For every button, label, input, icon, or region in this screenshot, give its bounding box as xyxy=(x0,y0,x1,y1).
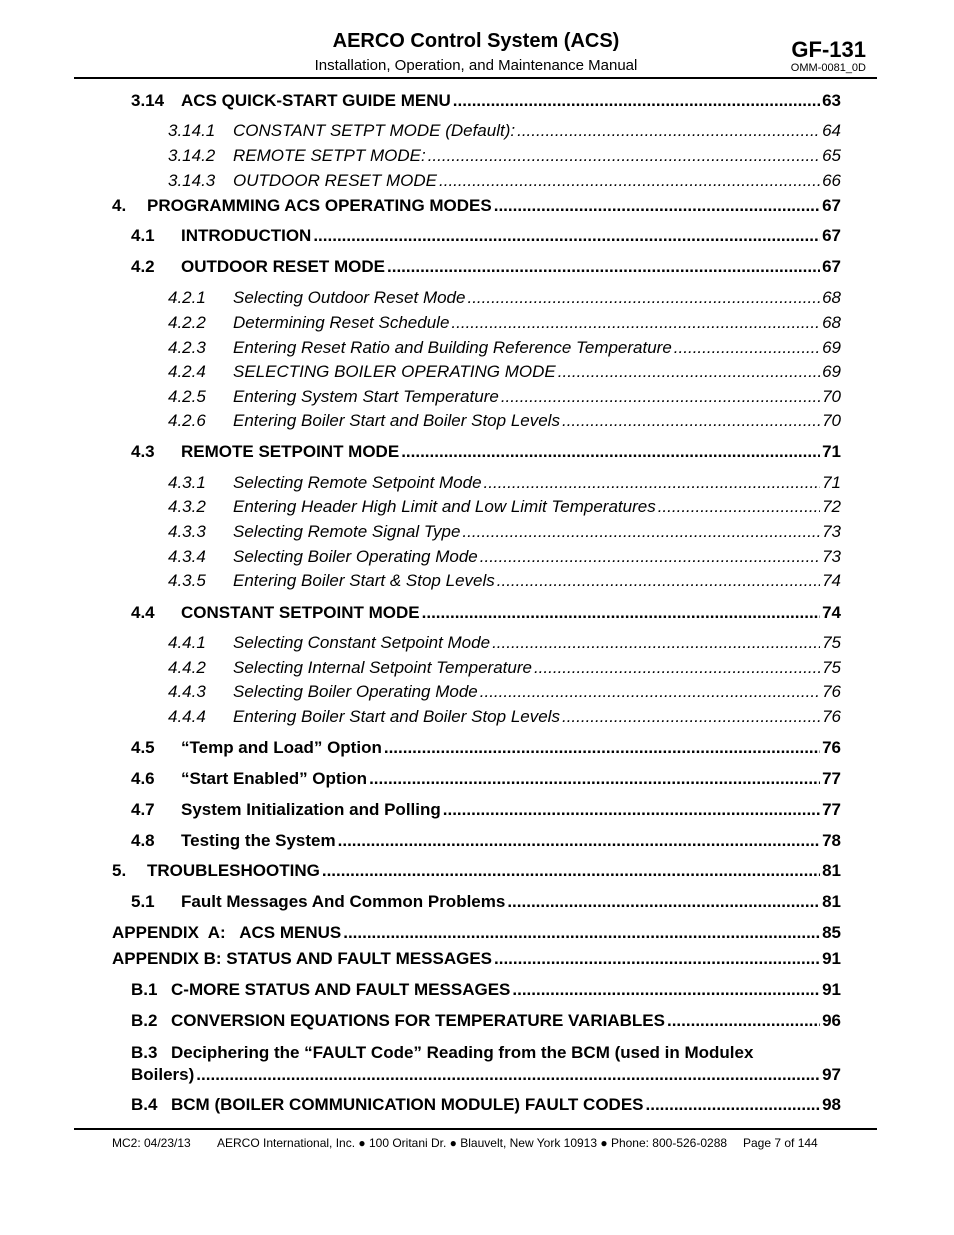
toc-entry[interactable] xyxy=(131,1042,841,1086)
toc-page: 78 xyxy=(822,831,841,850)
toc-page: 68 xyxy=(822,288,841,307)
toc-entry[interactable] xyxy=(168,472,841,494)
toc-page: 76 xyxy=(822,707,841,726)
toc-page: 70 xyxy=(822,411,841,430)
toc-title: CONVERSION EQUATIONS FOR TEMPERATURE VARIABLES xyxy=(171,1011,665,1030)
toc-number: 4.4.3 xyxy=(168,682,206,701)
toc-title: Entering Header High Limit and Low Limit Temperatures xyxy=(233,497,656,516)
header-divider xyxy=(74,77,877,79)
leader-dots xyxy=(322,860,820,882)
toc-title: Selecting Outdoor Reset Mode xyxy=(233,288,466,307)
toc-page: 73 xyxy=(822,547,841,566)
toc-entry[interactable] xyxy=(112,948,841,970)
toc-title: Selecting Constant Setpoint Mode xyxy=(233,633,491,652)
leader-dots xyxy=(658,496,820,518)
company-info: AERCO International, Inc. ● 100 Oritani Dr. ● Blauvelt, New York 10913 ● Phone: 800-526-0288 xyxy=(217,1136,728,1150)
leader-dots xyxy=(484,472,821,494)
toc-title: Entering Reset Ratio and Building Reference Temperature xyxy=(233,338,672,357)
toc-number: B.2 xyxy=(131,1011,158,1030)
toc-title: PROGRAMMING ACS OPERATING MODES xyxy=(147,196,492,215)
toc-number: 3.14 xyxy=(131,91,165,110)
toc-entry[interactable] xyxy=(168,361,841,383)
toc-title: “Start Enabled” Option xyxy=(181,769,368,788)
toc-number: 3.14.2 xyxy=(168,146,216,165)
toc-title: APPENDIX A: ACS MENUS xyxy=(112,923,342,942)
leader-dots xyxy=(562,706,820,728)
toc-page: 67 xyxy=(822,226,841,245)
leader-dots xyxy=(494,195,820,217)
document-subtitle: Installation, Operation, and Maintenance Manual xyxy=(314,57,638,74)
toc-entry[interactable] xyxy=(131,602,841,624)
toc-page: 85 xyxy=(822,923,841,942)
leader-dots xyxy=(507,891,820,913)
toc-number: 3.14.1 xyxy=(168,121,216,140)
leader-dots xyxy=(453,90,820,112)
toc-entry[interactable] xyxy=(112,195,841,217)
leader-dots xyxy=(387,256,820,278)
toc-entry[interactable] xyxy=(131,830,841,852)
toc-title: INTRODUCTION xyxy=(181,226,312,245)
leader-dots xyxy=(562,410,820,432)
toc-number: 4.6 xyxy=(131,769,155,788)
toc-number: 4.5 xyxy=(131,738,155,757)
toc-entry[interactable] xyxy=(131,1094,841,1116)
toc-entry[interactable] xyxy=(131,799,841,821)
toc-title: Selecting Internal Setpoint Temperature xyxy=(233,658,532,677)
toc-title: APPENDIX B: STATUS AND FAULT MESSAGES xyxy=(112,949,493,968)
leader-dots xyxy=(422,602,820,624)
toc-page: 73 xyxy=(822,522,841,541)
toc-page: 97 xyxy=(822,1065,841,1084)
toc-page: 74 xyxy=(822,603,841,622)
toc-page: 65 xyxy=(822,146,841,165)
toc-page: 66 xyxy=(822,171,841,190)
toc-title: “Temp and Load” Option xyxy=(181,738,382,757)
toc-title: Determining Reset Schedule xyxy=(233,313,450,332)
toc-entry[interactable] xyxy=(131,768,841,790)
toc-page: 64 xyxy=(822,121,841,140)
toc-page: 71 xyxy=(822,442,841,461)
toc-title: REMOTE SETPT MODE: xyxy=(233,146,426,165)
leader-dots xyxy=(338,830,820,852)
leader-dots xyxy=(451,312,820,334)
toc-title: Entering Boiler Start & Stop Levels xyxy=(233,571,495,590)
leader-dots xyxy=(428,145,820,167)
leader-dots xyxy=(494,948,820,970)
toc-number: 4.2.4 xyxy=(168,362,206,381)
toc-number: B.3 xyxy=(131,1043,158,1062)
toc-page: 81 xyxy=(822,892,841,911)
toc-title: System Initialization and Polling xyxy=(181,800,441,819)
toc-entry[interactable] xyxy=(168,496,841,518)
toc-number: 4.4.2 xyxy=(168,658,206,677)
toc-number: 4.3.2 xyxy=(168,497,206,516)
toc-page: 69 xyxy=(822,362,841,381)
toc-entry[interactable] xyxy=(168,287,841,309)
leader-dots xyxy=(667,1010,820,1032)
toc-title: Selecting Remote Signal Type xyxy=(233,522,461,541)
toc-title: REMOTE SETPOINT MODE xyxy=(181,442,400,461)
toc-page: 81 xyxy=(822,861,841,880)
toc-page: 91 xyxy=(822,949,841,968)
toc-number: 4.3 xyxy=(131,442,155,461)
toc-entry[interactable] xyxy=(131,737,841,759)
toc-entry[interactable] xyxy=(168,657,841,679)
page-number: Page 7 of 144 xyxy=(743,1136,818,1150)
toc-page: 69 xyxy=(822,338,841,357)
toc-entry[interactable] xyxy=(131,225,841,247)
toc-entry[interactable] xyxy=(168,681,841,703)
toc-page: 71 xyxy=(822,473,841,492)
toc-entry[interactable] xyxy=(168,546,841,568)
toc-title: Testing the System xyxy=(181,831,336,850)
toc-page: 91 xyxy=(822,980,841,999)
toc-page: 76 xyxy=(822,738,841,757)
toc-number: 4.4 xyxy=(131,603,155,622)
toc-page: 77 xyxy=(822,800,841,819)
leader-dots xyxy=(480,681,820,703)
toc-title: Selecting Boiler Operating Mode xyxy=(233,547,478,566)
toc-page: 77 xyxy=(822,769,841,788)
leader-dots xyxy=(401,441,820,463)
leader-dots xyxy=(480,546,820,568)
toc-title: ACS QUICK-START GUIDE MENU xyxy=(181,91,451,110)
leader-dots xyxy=(467,287,820,309)
document-title: AERCO Control System (ACS) xyxy=(332,30,620,52)
leader-dots xyxy=(646,1094,821,1116)
toc-number: 5. xyxy=(112,861,127,880)
toc-page: 67 xyxy=(822,257,841,276)
toc-page: 76 xyxy=(822,682,841,701)
toc-entry[interactable] xyxy=(131,1010,841,1032)
toc-entry[interactable] xyxy=(131,441,841,463)
toc-number: 4.3.5 xyxy=(168,571,206,590)
toc-entry[interactable] xyxy=(168,632,841,654)
toc-entry[interactable] xyxy=(168,170,841,192)
toc-number: 4.3.1 xyxy=(168,473,206,492)
toc-page: 70 xyxy=(822,387,841,406)
leader-dots xyxy=(501,386,820,408)
leader-dots xyxy=(343,922,820,944)
document-code: GF-131 xyxy=(791,37,866,62)
revision-date: MC2: 04/23/13 xyxy=(112,1136,191,1150)
leader-dots xyxy=(674,337,820,359)
toc-number: 4. xyxy=(112,196,127,215)
toc-entry[interactable] xyxy=(168,521,841,543)
leader-dots xyxy=(196,1064,820,1086)
footer-divider xyxy=(74,1128,877,1130)
toc-number: 4.4.4 xyxy=(168,707,206,726)
toc-entry[interactable] xyxy=(131,90,841,112)
leader-dots xyxy=(517,120,820,142)
toc-entry[interactable] xyxy=(168,337,841,359)
toc-number: 4.4.1 xyxy=(168,633,206,652)
leader-dots xyxy=(439,170,820,192)
leader-dots xyxy=(558,361,820,383)
toc-entry[interactable] xyxy=(168,570,841,592)
toc-page: 74 xyxy=(822,571,841,590)
toc-title: TROUBLESHOOTING xyxy=(147,861,320,880)
toc-number: 4.3.3 xyxy=(168,522,206,541)
toc-entry[interactable] xyxy=(112,860,841,882)
toc-title: Selecting Remote Setpoint Mode xyxy=(233,473,482,492)
toc-title: Deciphering the “FAULT Code” Reading from the BCM (used in Modulex xyxy=(171,1043,754,1062)
leader-dots xyxy=(443,799,820,821)
toc-number: 4.2.6 xyxy=(168,411,206,430)
leader-dots xyxy=(369,768,820,790)
toc-title: CONSTANT SETPOINT MODE xyxy=(181,603,420,622)
toc-number: 4.2 xyxy=(131,257,155,276)
toc-page: 68 xyxy=(822,313,841,332)
toc-page: 98 xyxy=(822,1095,841,1114)
leader-dots xyxy=(534,657,820,679)
document-revision: OMM-0081_0D xyxy=(790,62,866,74)
toc-number: 4.7 xyxy=(131,800,155,819)
toc-number: 3.14.3 xyxy=(168,171,216,190)
toc-title: Fault Messages And Common Problems xyxy=(181,892,506,911)
leader-dots xyxy=(497,570,820,592)
toc-entry[interactable] xyxy=(168,145,841,167)
toc-title: Selecting Boiler Operating Mode xyxy=(233,682,478,701)
toc-number: 4.8 xyxy=(131,831,155,850)
toc-title: CONSTANT SETPT MODE (Default): xyxy=(233,121,516,140)
toc-entry[interactable] xyxy=(168,410,841,432)
toc-title: Entering System Start Temperature xyxy=(233,387,499,406)
toc-entry[interactable] xyxy=(168,120,841,142)
leader-dots xyxy=(313,225,820,247)
toc-title: SELECTING BOILER OPERATING MODE xyxy=(233,362,556,381)
toc-page: 96 xyxy=(822,1011,841,1030)
toc-number: 4.1 xyxy=(131,226,155,245)
toc-page: 72 xyxy=(822,497,841,516)
toc-page: 63 xyxy=(822,91,841,110)
leader-dots xyxy=(492,632,820,654)
toc-entry[interactable] xyxy=(168,386,841,408)
toc-title: OUTDOOR RESET MODE xyxy=(181,257,386,276)
toc-entry[interactable] xyxy=(168,312,841,334)
toc-title: C-MORE STATUS AND FAULT MESSAGES xyxy=(171,980,511,999)
toc-number: B.4 xyxy=(131,1095,158,1114)
toc-page: 67 xyxy=(822,196,841,215)
toc-title: OUTDOOR RESET MODE xyxy=(233,171,438,190)
toc-title: Entering Boiler Start and Boiler Stop Levels xyxy=(233,411,560,430)
toc-number: 5.1 xyxy=(131,892,155,911)
toc-number: 4.2.5 xyxy=(168,387,206,406)
leader-dots xyxy=(384,737,820,759)
toc-entry[interactable] xyxy=(131,979,841,1001)
toc-entry[interactable] xyxy=(112,922,841,944)
toc-entry[interactable] xyxy=(131,891,841,913)
toc-title: BCM (BOILER COMMUNICATION MODULE) FAULT CODES xyxy=(171,1095,644,1114)
toc-page: 75 xyxy=(822,633,841,652)
toc-number: 4.3.4 xyxy=(168,547,206,566)
toc-number: 4.2.3 xyxy=(168,338,206,357)
toc-title: Entering Boiler Start and Boiler Stop Levels xyxy=(233,707,560,726)
toc-entry[interactable] xyxy=(131,256,841,278)
toc-page: 75 xyxy=(822,658,841,677)
toc-entry[interactable] xyxy=(168,706,841,728)
leader-dots xyxy=(512,979,820,1001)
toc-number: 4.2.1 xyxy=(168,288,206,307)
toc-number: B.1 xyxy=(131,980,158,999)
toc-number: 4.2.2 xyxy=(168,313,206,332)
toc-title-continued: Boilers) xyxy=(131,1065,195,1084)
leader-dots xyxy=(462,521,820,543)
